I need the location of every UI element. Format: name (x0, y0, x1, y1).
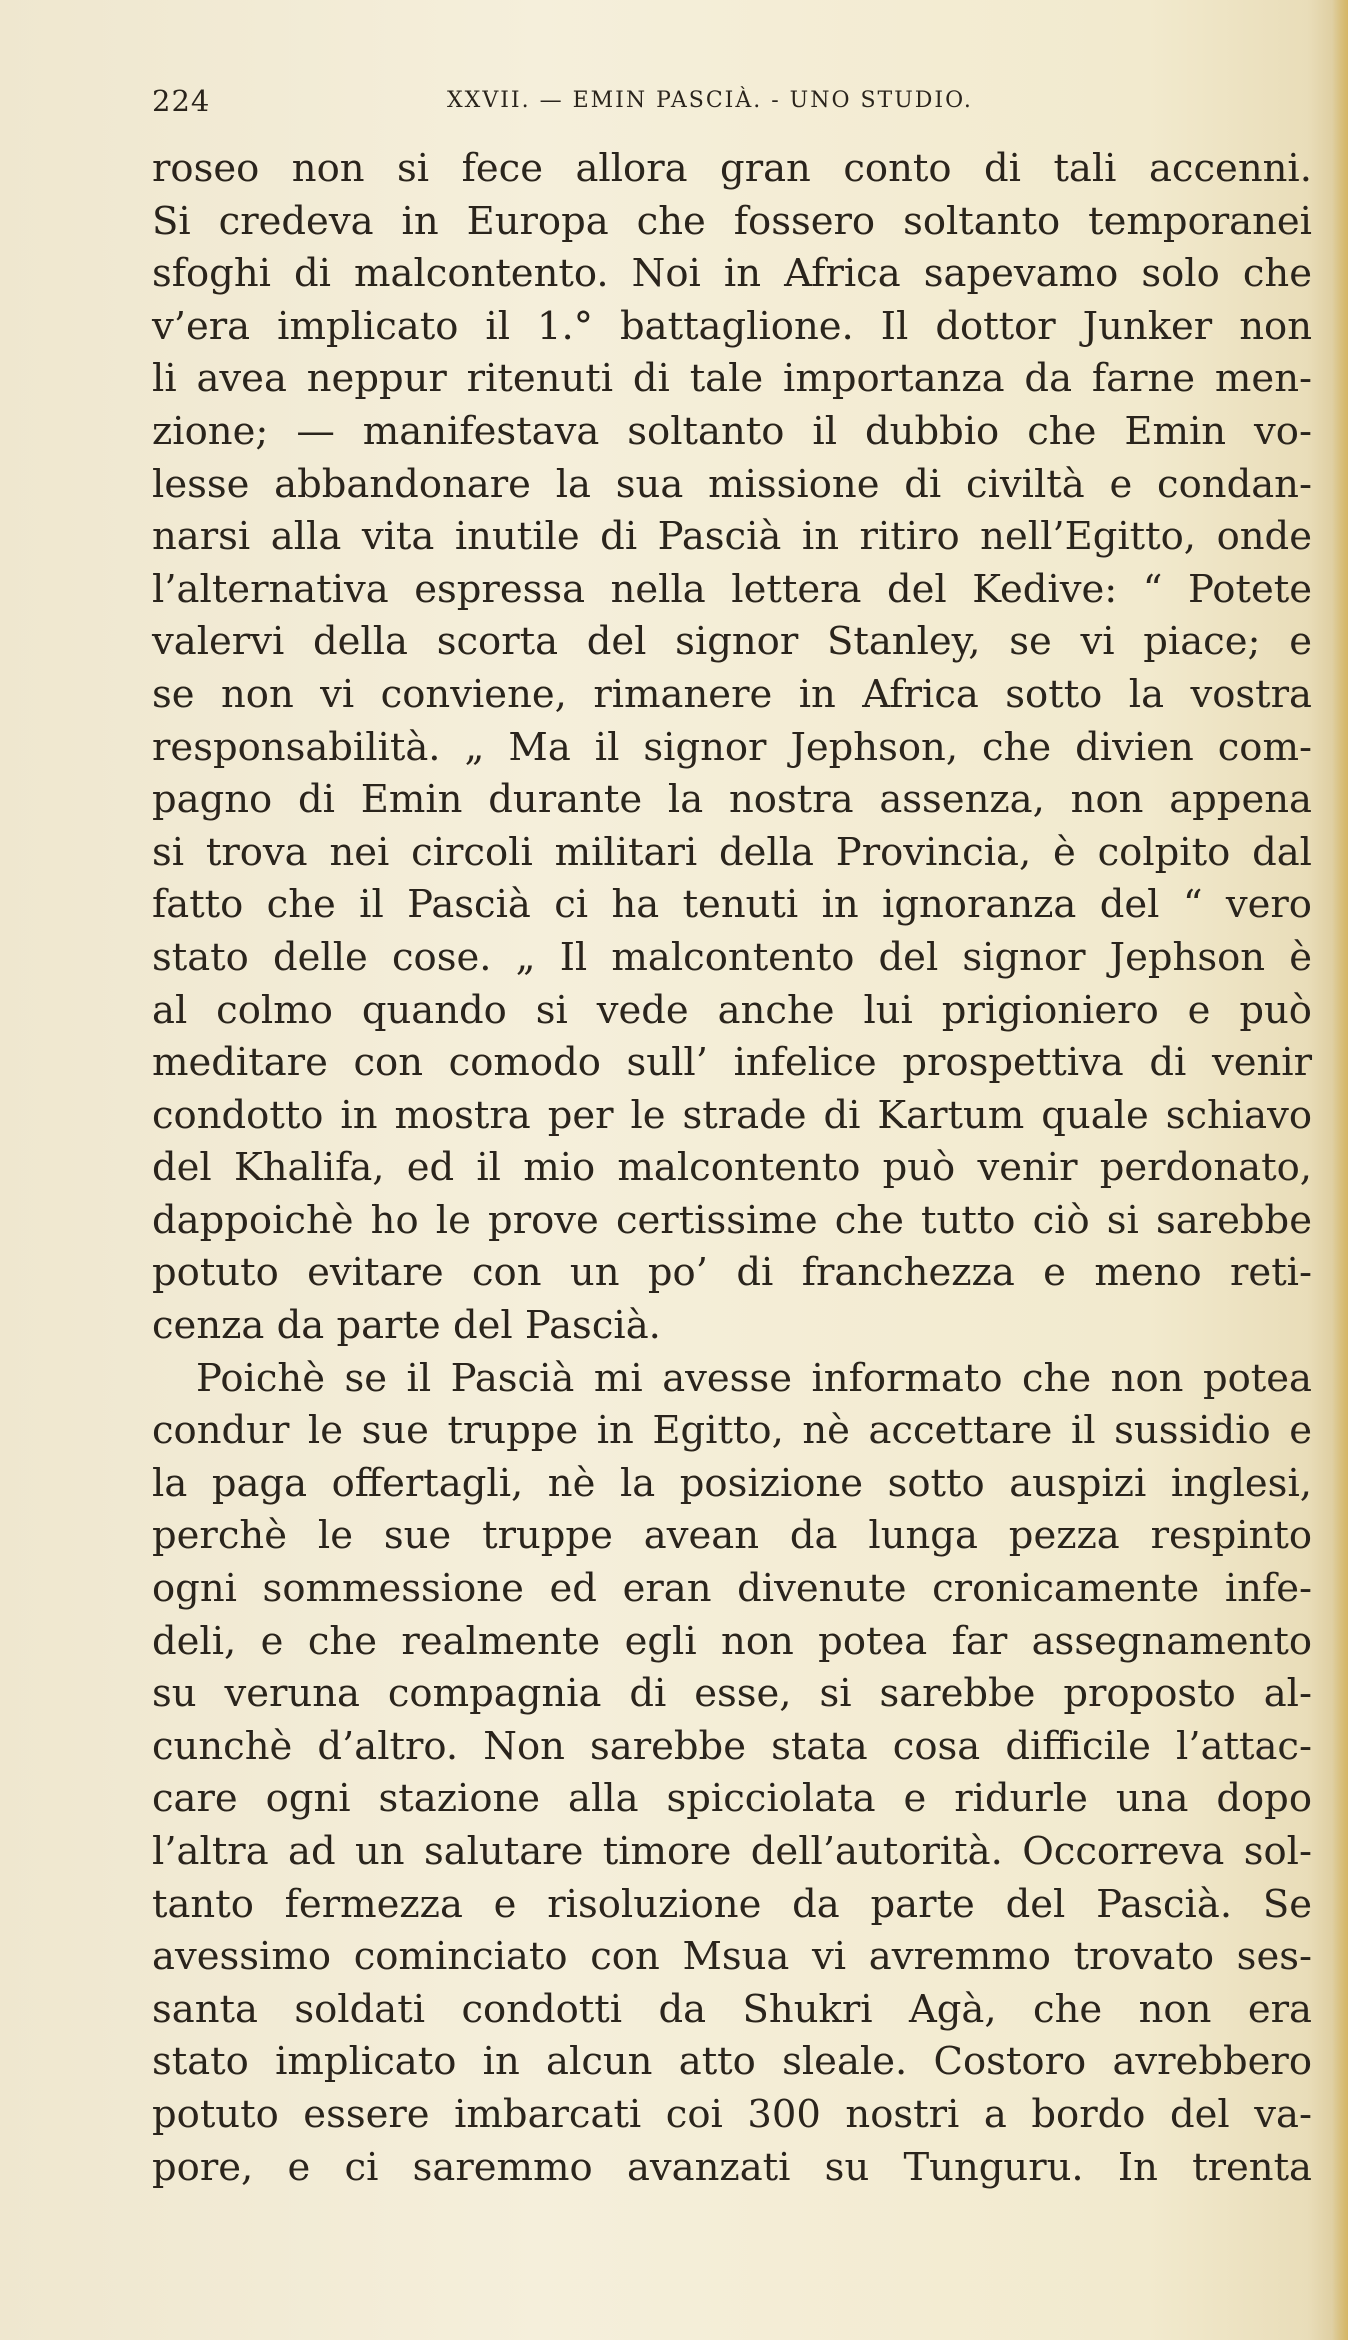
text-line: li avea neppur ritenuti di tale importanza da farne men- (152, 356, 1312, 402)
text-line: Poichè se il Pascià mi avesse informato che non potea (196, 1355, 1312, 1401)
text-line: pore, e ci saremmo avanzati su Tunguru. In trenta (152, 2144, 1312, 2190)
text-line: potuto essere imbarcati coi 300 nostri a bordo del va- (152, 2091, 1312, 2137)
text-line: si trova nei circoli militari della Provincia, è colpito dal (152, 829, 1312, 875)
text-line: l’altra ad un salutare timore dell’autorità. Occorreva sol- (152, 1829, 1312, 1874)
text-line: pagno di Emin durante la nostra assenza, non appena (152, 777, 1312, 823)
text-line: deli, e che realmente egli non potea far assegnamento (152, 1618, 1312, 1664)
text-line: meditare con comodo sull’ infelice prospettiva di venir (152, 1040, 1312, 1086)
text-line: lesse abbandonare la sua missione di civiltà e condan- (152, 461, 1312, 507)
text-line: al colmo quando si vede anche lui prigioniero e può (152, 987, 1312, 1033)
text-line: condotto in mostra per le strade di Kartum quale schiavo (152, 1092, 1312, 1138)
text-line: l’alternativa espressa nella lettera del Kedive: “ Potete (152, 566, 1312, 612)
text-line: perchè le sue truppe avean da lunga pezza respinto (152, 1513, 1312, 1559)
text-line: tanto fermezza e risoluzione da parte del Pascià. Se (152, 1881, 1312, 1927)
paragraph (152, 143, 1312, 1353)
page-number: 224 (152, 84, 211, 118)
text-line: care ogni stazione alla spicciolata e ridurle una dopo (152, 1776, 1312, 1822)
text-line: dappoichè ho le prove certissime che tutto ciò si sarebbe (152, 1197, 1312, 1243)
text-line: potuto evitare con un po’ di franchezza e meno reti- (152, 1250, 1312, 1296)
page-header (152, 84, 1302, 128)
text-line: cenza da parte del Pascià. (152, 1303, 661, 1349)
text-line: Si credeva in Europa che fossero soltanto temporanei (152, 198, 1312, 244)
text-line: valervi della scorta del signor Stanley, se vi piace; e (152, 619, 1312, 665)
page-edge (1332, 0, 1348, 2340)
text-line: sfoghi di malcontento. Noi in Africa sapevamo solo che (152, 251, 1312, 297)
text-line: responsabilità. „ Ma il signor Jephson, che divien com- (152, 724, 1312, 770)
text-line: se non vi conviene, rimanere in Africa sotto la vostra (152, 671, 1312, 717)
text-line: stato implicato in alcun atto sleale. Costoro avrebbero (152, 2039, 1312, 2085)
text-line: ogni sommessione ed eran divenute cronicamente infe- (152, 1566, 1312, 1612)
running-head: XXVII. — EMIN PASCIÀ. - UNO STUDIO. (447, 88, 973, 113)
text-line: cunchè d’altro. Non sarebbe stata cosa difficile l’attac- (152, 1723, 1312, 1769)
text-line: zione; — manifestava soltanto il dubbio che Emin vo- (152, 408, 1312, 454)
page-body (152, 143, 1312, 2194)
text-line: del Khalifa, ed il mio malcontento può venir perdonato, (152, 1145, 1312, 1191)
text-line: roseo non si fece allora gran conto di tali accenni. (152, 146, 1312, 191)
text-line: condur le sue truppe in Egitto, nè accettare il sussidio e (152, 1408, 1312, 1454)
text-line: fatto che il Pascià ci ha tenuti in ignoranza del “ vero (152, 882, 1312, 928)
text-line: narsi alla vita inutile di Pascià in ritiro nell’Egitto, onde (152, 514, 1312, 560)
text-line: stato delle cose. „ Il malcontento del signor Jephson è (152, 934, 1312, 980)
text-line: v’era implicato il 1.° battaglione. Il dottor Junker non (152, 303, 1312, 349)
text-line: santa soldati condotti da Shukri Agà, che non era (152, 1986, 1312, 2032)
text-line: la paga offertagli, nè la posizione sotto auspizi inglesi, (152, 1460, 1312, 1506)
paragraph (152, 1353, 1312, 2195)
text-line: su veruna compagnia di esse, si sarebbe proposto al- (152, 1671, 1312, 1717)
text-line: avessimo cominciato con Msua vi avremmo trovato ses- (152, 1934, 1312, 1980)
